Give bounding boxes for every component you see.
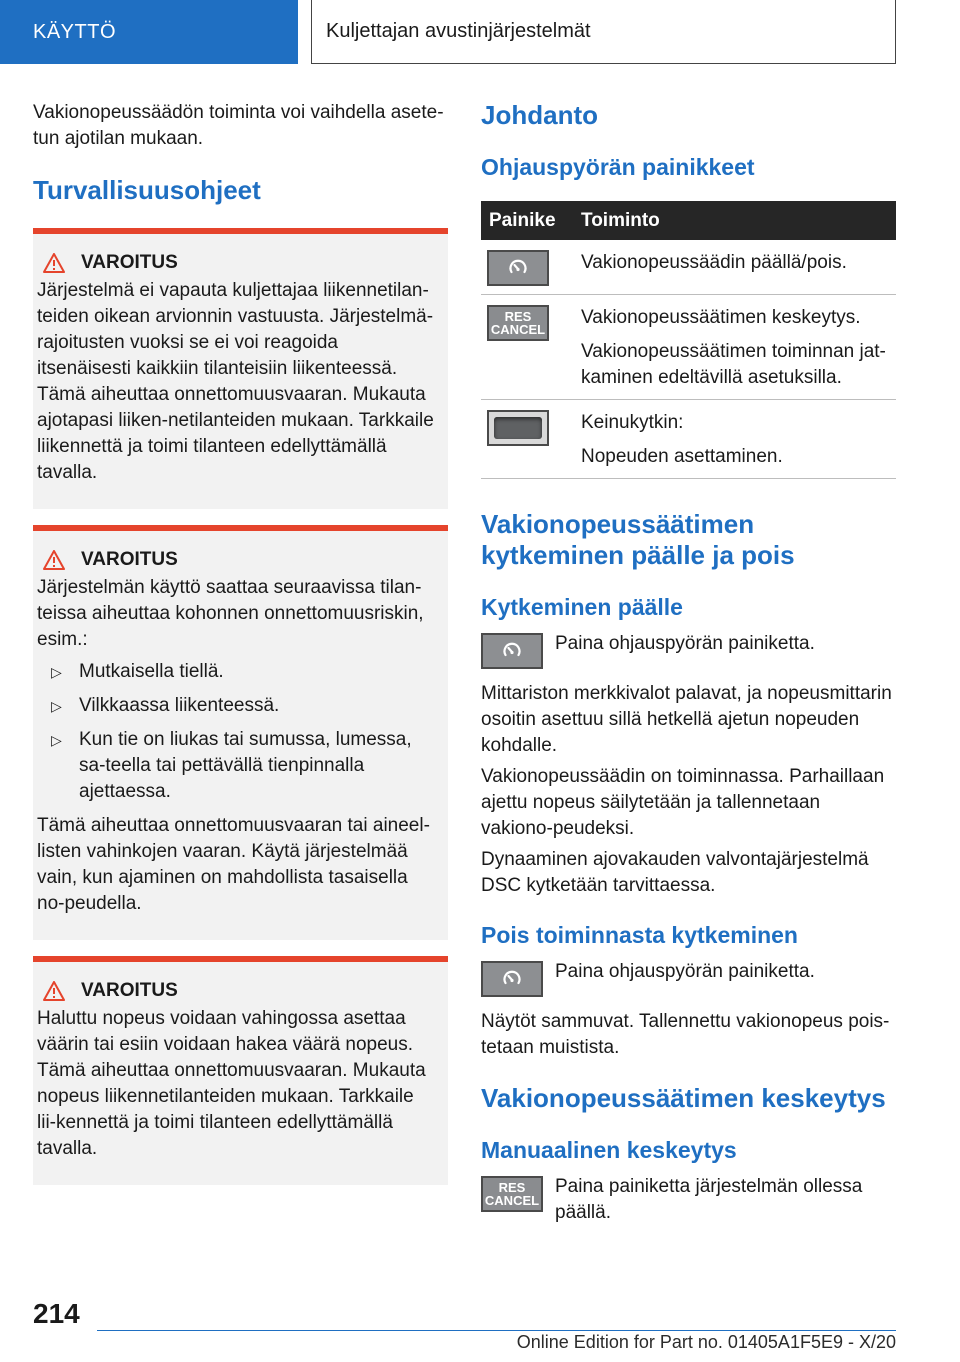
paragraph: Vakionopeussäädin on toiminnassa. Parhaillaan ajettu nopeus säilytetään ja tallennetaan vakiono-peudeksi.: [481, 766, 885, 839]
step-text: Paina ohjauspyörän painiketta.: [555, 633, 815, 654]
table-cell: Vakionopeussäädin päällä/pois.: [581, 252, 847, 273]
table-cell: Vakionopeussäätimen toiminnan jat-kaminen edeltävillä asetuksilla.: [581, 341, 886, 388]
table-row: [481, 295, 896, 400]
warning-text: Haluttu nopeus voidaan vahingossa asettaa väärin tai esiin voidaan hakea väärä nopeus. Tämä aiheuttaa onnettomuusvaaran. Mukauta nopeus liikennetilanteiden mukaan. Tarkkaile lii-kennettä ja toimi tilanteen edellyttämällä tavalla.: [37, 1008, 426, 1159]
warning-triangle-icon: [43, 550, 65, 570]
table-header-row: [481, 201, 896, 240]
section-tab: [0, 0, 298, 64]
table-cell: Nopeuden asettaminen.: [581, 446, 783, 467]
buttons-table: [481, 201, 896, 479]
step-text: Paina ohjauspyörän painiketta.: [555, 961, 815, 982]
switch-off-step: [481, 959, 896, 997]
list-item: ▷ Kun tie on liukas tai sumussa, lumessa, sa-teella tai pettävällä tienpinnalla ajettaessa.: [37, 727, 436, 805]
list-item: ▷ Mutkaisella tiellä.: [37, 659, 436, 685]
column-header: Painike: [481, 201, 573, 240]
warning-bullet-list: [37, 659, 436, 805]
step-text: Paina painiketta järjestelmän ollessa päällä.: [555, 1176, 863, 1223]
onoff-heading: Vakionopeussäätimen kytkeminen päälle ja pois: [481, 509, 795, 570]
table-row: [481, 400, 896, 479]
res-cancel-button-icon: RES CANCEL: [481, 1176, 543, 1212]
manual-interrupt-heading: Manuaalinen keskeytys: [481, 1137, 737, 1163]
intro-paragraph: Vakionopeussäädön toiminta voi vaihdella asete-tun ajotilan mukaan.: [33, 102, 444, 149]
table-cell: Vakionopeussäätimen keskeytys.: [581, 307, 861, 328]
warning-header: [37, 252, 436, 274]
paragraph: Dynaaminen ajovakauden valvontajärjestelmä DSC kytketään tarvittaessa.: [481, 849, 869, 896]
warning-label: VAROITUS: [81, 549, 178, 570]
cruise-control-button-icon: [487, 250, 549, 286]
warning-label: VAROITUS: [81, 252, 178, 273]
column-header: Toiminto: [573, 201, 896, 240]
footer-divider: [97, 1330, 896, 1331]
switch-on-heading: Kytkeminen päälle: [481, 594, 683, 620]
buttons-heading: Ohjauspyörän painikkeet: [481, 154, 755, 180]
list-item: ▷ Vilkkaassa liikenteessä.: [37, 693, 436, 719]
warning-header: [37, 549, 436, 571]
interrupt-heading: Vakionopeussäätimen keskeytys: [481, 1083, 886, 1113]
right-column: [481, 100, 896, 1226]
introduction-heading: Johdanto: [481, 100, 598, 130]
chapter-title: [311, 0, 896, 64]
warning-label: VAROITUS: [81, 980, 178, 1001]
warning-box-3: [33, 956, 448, 1185]
chapter-title-text: Kuljettajan avustinjärjestelmät: [326, 20, 591, 42]
warning-triangle-icon: [43, 981, 65, 1001]
cruise-control-button-icon: [481, 633, 543, 669]
manual-interrupt-step: [481, 1174, 896, 1226]
switch-off-heading: Pois toiminnasta kytkeminen: [481, 922, 798, 948]
warning-text: Järjestelmän käyttö saattaa seuraavissa tilan-teissa aiheuttaa kohonnen onnettomuusriskin, esim.:: [37, 577, 424, 650]
warning-header: [37, 980, 436, 1002]
safety-heading: Turvallisuusohjeet: [33, 175, 261, 205]
warning-text: Järjestelmä ei vapauta kuljettajaa liikennetilan-teiden oikean arvionnin vastuusta. Järjestelmä-rajoitusten vuoksi se ei voi reagoida itsenäisesti kaikkiin tilanteisiin liikenteessä. Tämä aiheuttaa onnettomuusvaaran. Mukauta ajotapasi liiken-netilanteiden mukaan. Tarkkaile liikennettä ja toimi tilanteen edellyttämällä tavalla.: [37, 280, 434, 483]
table-cell: Keinukytkin:: [581, 412, 684, 433]
paragraph: Näytöt sammuvat. Tallennettu vakionopeus pois-tetaan muistista.: [481, 1011, 890, 1058]
rocker-switch-icon: [487, 410, 549, 446]
warning-box-1: [33, 228, 448, 509]
table-row: [481, 240, 896, 295]
warning-consequence: Tämä aiheuttaa onnettomuusvaaran tai aineel-listen vahinkojen vaaran. Käytä järjestelmää vain, kun ajaminen on mahdollista tasaisella no-peudella.: [37, 815, 430, 914]
page-number: 214: [33, 1298, 80, 1329]
left-column: [33, 100, 448, 1185]
paragraph: Mittariston merkkivalot palavat, ja nopeusmittarin osoitin asettuu sillä hetkellä ajetun nopeuden kohdalle.: [481, 683, 892, 756]
switch-on-step: [481, 631, 896, 669]
edition-text: Online Edition for Part no. 01405A1F5E9 - X/20: [516, 1332, 896, 1352]
cruise-control-button-icon: [481, 961, 543, 997]
warning-box-2: [33, 525, 448, 940]
warning-triangle-icon: [43, 253, 65, 273]
res-cancel-button-icon: RES CANCEL: [487, 305, 549, 341]
section-label: KÄYTTÖ: [33, 20, 117, 43]
